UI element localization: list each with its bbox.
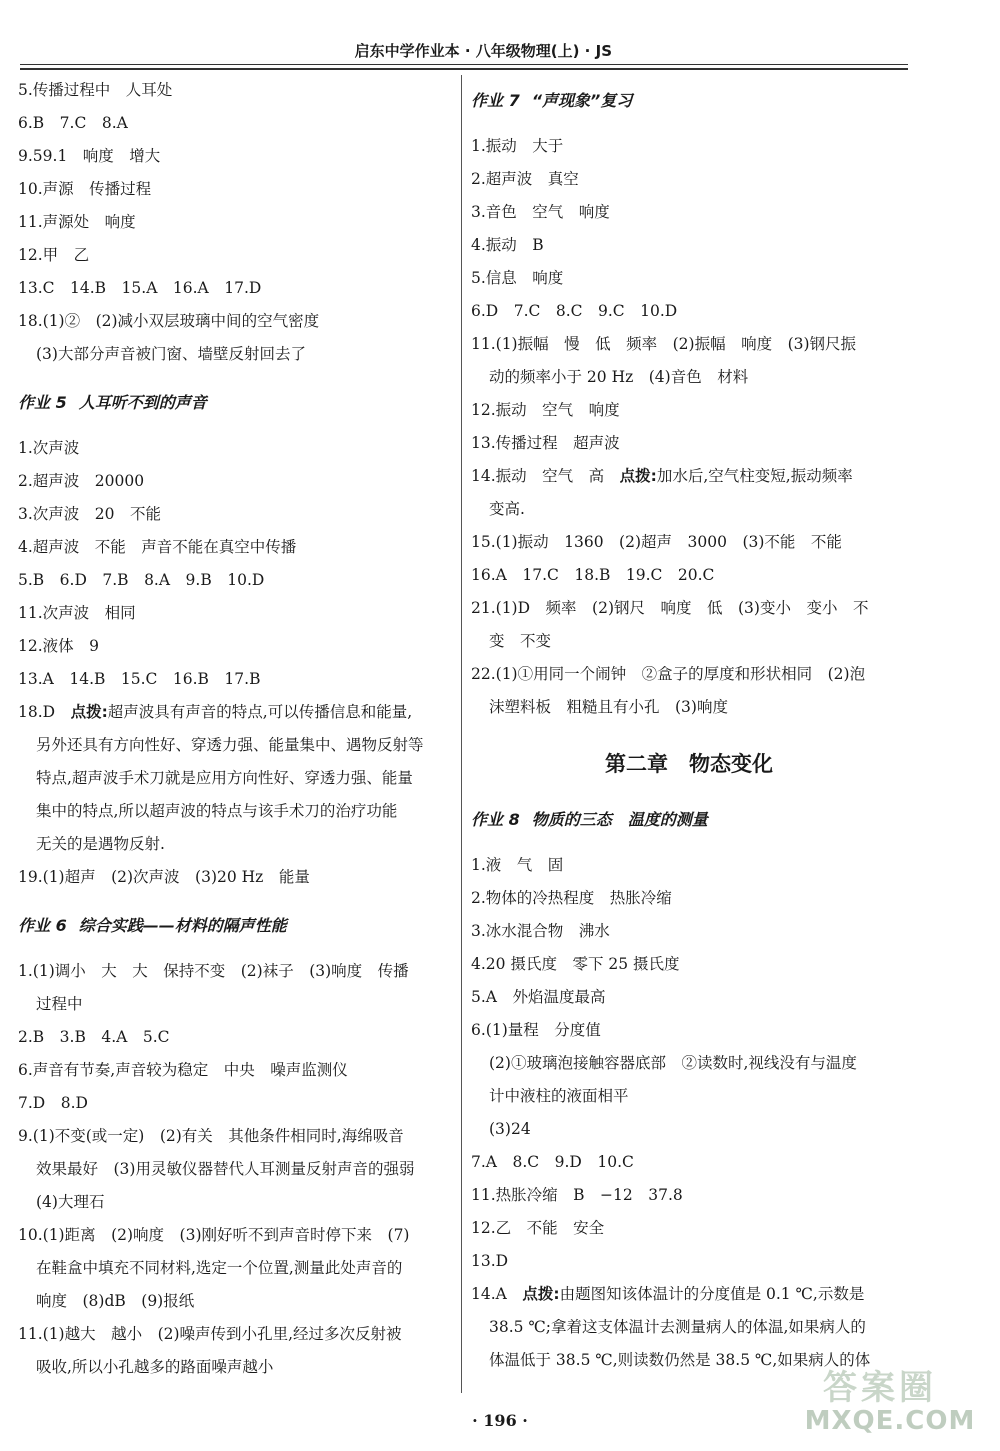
answer-line: 10.声源 传播过程 <box>18 180 152 198</box>
section-title: 人耳听不到的声音 <box>78 393 207 412</box>
answer-line: 响度 (8)dB (9)报纸 <box>36 1292 195 1310</box>
answer-line: 6.声音有节奏,声音较为稳定 中央 噪声监测仪 <box>18 1061 348 1079</box>
answer-line: 5.传播过程中 人耳处 <box>18 81 173 99</box>
answer-line: 3.音色 空气 响度 <box>471 203 610 221</box>
answer-line: 1.液 气 固 <box>471 856 564 874</box>
answer-line: 12.甲 乙 <box>18 246 90 264</box>
answer-line: 计中液柱的液面相平 <box>489 1087 629 1105</box>
answer-line: 11.声源处 响度 <box>18 213 136 231</box>
answer-line <box>18 696 454 729</box>
answer-line: 1.次声波 <box>18 439 80 457</box>
answer-line: 变高. <box>489 500 525 518</box>
header-rule <box>20 64 908 65</box>
answer-line: (4)大理石 <box>36 1193 105 1211</box>
left-column <box>18 74 454 1384</box>
answer-line: 19.(1)超声 (2)次声波 (3)20 Hz 能量 <box>18 868 310 886</box>
answer-line: 2.超声波 真空 <box>471 170 579 188</box>
section-title: “声现象”复习 <box>531 91 633 110</box>
answer-line: 11.热胀冷缩 B −12 37.8 <box>471 1186 683 1204</box>
answer-line: 13.传播过程 超声波 <box>471 434 620 452</box>
answer-text: 14.振动 空气 高 <box>471 467 620 485</box>
answer-line: 12.液体 9 <box>18 637 100 655</box>
answer-line: 5.信息 响度 <box>471 269 564 287</box>
watermark-text: 答案圈 <box>823 1368 937 1408</box>
answer-line: 16.A 17.C 18.B 19.C 20.C <box>471 566 715 584</box>
answer-line: 在鞋盒中填充不同材料,选定一个位置,测量此处声音的 <box>36 1259 403 1277</box>
page-header: 启东中学作业本 · 八年级物理(上) · JS <box>354 42 612 60</box>
answer-line: 6.B 7.C 8.A <box>18 114 128 132</box>
answer-line: 4.超声波 不能 声音不能在真空中传播 <box>18 538 297 556</box>
answer-line: 效果最好 (3)用灵敏仪器替代人耳测量反射声音的强弱 <box>36 1160 415 1178</box>
answer-line <box>471 1278 907 1311</box>
section-heading-8 <box>471 803 907 836</box>
right-column <box>471 74 907 1377</box>
section-number: 作业 5 <box>18 393 67 412</box>
answer-line: 2.超声波 20000 <box>18 472 145 490</box>
answer-line: 沫塑料板 粗糙且有小孔 (3)响度 <box>489 698 728 716</box>
answer-line: 9.59.1 响度 增大 <box>18 147 161 165</box>
answer-line: 3.次声波 20 不能 <box>18 505 162 523</box>
answer-line: 过程中 <box>36 995 83 1013</box>
answer-line: 13.A 14.B 15.C 16.B 17.B <box>18 670 261 688</box>
answer-line: (3)大部分声音被门窗、墙壁反射回去了 <box>36 345 306 363</box>
answer-line: 4.振动 B <box>471 236 544 254</box>
answer-line: 13.C 14.B 15.A 16.A 17.D <box>18 279 262 297</box>
answer-line: 11.(1)振幅 慢 低 频率 (2)振幅 响度 (3)钢尺振 <box>471 335 857 353</box>
answer-text: 18.D <box>18 703 71 721</box>
section-number: 作业 6 <box>18 916 67 935</box>
answer-line: 7.A 8.C 9.D 10.C <box>471 1153 634 1171</box>
chapter-title: 第二章 物态变化 <box>605 752 773 776</box>
answer-line: 3.冰水混合物 沸水 <box>471 922 610 940</box>
answer-line: 12.振动 空气 响度 <box>471 401 620 419</box>
answer-line: 21.(1)D 频率 (2)钢尺 响度 低 (3)变小 变小 不 <box>471 599 869 617</box>
answer-line: 11.次声波 相同 <box>18 604 136 622</box>
answer-line: 吸收,所以小孔越多的路面噪声越小 <box>36 1358 274 1376</box>
section-title: 物质的三态 温度的测量 <box>531 810 708 829</box>
answer-line: 变 不变 <box>489 632 552 650</box>
hint-label: 点拨: <box>522 1285 560 1303</box>
section-heading-5 <box>18 386 454 419</box>
answer-line: 另外还具有方向性好、穿透力强、能量集中、遇物反射等 <box>36 736 424 754</box>
answer-line: 体温低于 38.5 ℃,则读数仍然是 38.5 ℃,如果病人的体 <box>489 1351 871 1369</box>
watermark-logo <box>780 1360 990 1445</box>
answer-line: 动的频率小于 20 Hz (4)音色 材料 <box>489 368 749 386</box>
section-title: 综合实践——材料的隔声性能 <box>78 916 287 935</box>
answer-line: 无关的是遇物反射. <box>36 835 165 853</box>
answer-line: 10.(1)距离 (2)响度 (3)刚好听不到声音时停下来 (7) <box>18 1226 410 1244</box>
page-number: · 196 · <box>472 1411 528 1430</box>
watermark-url: MXQE.COM <box>804 1406 976 1436</box>
answer-text: 加水后,空气柱变短,振动频率 <box>656 467 853 485</box>
section-heading-6 <box>18 909 454 942</box>
answer-line: 18.(1)② (2)减小双层玻璃中间的空气密度 <box>18 312 320 330</box>
section-heading-7 <box>471 84 907 117</box>
answer-line: 特点,超声波手术刀就是应用方向性好、穿透力强、能量 <box>36 769 413 787</box>
answer-line: 1.振动 大于 <box>471 137 564 155</box>
answer-text: 14.A <box>471 1285 523 1303</box>
hint-label: 点拨: <box>70 703 108 721</box>
answer-line: (2)①玻璃泡接触容器底部 ②读数时,视线没有与温度 <box>489 1054 857 1072</box>
answer-line: 6.(1)量程 分度值 <box>471 1021 601 1039</box>
column-divider <box>461 75 462 1393</box>
answer-line: 13.D <box>471 1252 509 1270</box>
answer-text: 超声波具有声音的特点,可以传播信息和能量, <box>107 703 413 721</box>
answer-line: (3)24 <box>489 1120 531 1138</box>
answer-line: 15.(1)振动 1360 (2)超声 3000 (3)不能 不能 <box>471 533 842 551</box>
answer-line: 5.B 6.D 7.B 8.A 9.B 10.D <box>18 571 265 589</box>
section-number: 作业 8 <box>471 810 520 829</box>
answer-line: 7.D 8.D <box>18 1094 88 1112</box>
answer-line: 38.5 ℃;拿着这支体温计去测量病人的体温,如果病人的 <box>489 1318 866 1336</box>
answer-line: 2.B 3.B 4.A 5.C <box>18 1028 170 1046</box>
answer-line: 9.(1)不变(或一定) (2)有关 其他条件相同时,海绵吸音 <box>18 1127 404 1145</box>
answer-line <box>471 460 907 493</box>
section-number: 作业 7 <box>471 91 520 110</box>
answer-line: 22.(1)①用同一个闹钟 ②盒子的厚度和形状相同 (2)泡 <box>471 665 866 683</box>
answer-text: 由题图知该体温计的分度值是 0.1 ℃,示数是 <box>559 1285 865 1303</box>
answer-line: 4.20 摄氏度 零下 25 摄氏度 <box>471 955 680 973</box>
answer-line: 12.乙 不能 安全 <box>471 1219 605 1237</box>
answer-line: 1.(1)调小 大 大 保持不变 (2)袜子 (3)响度 传播 <box>18 962 409 980</box>
answer-line: 11.(1)越大 越小 (2)噪声传到小孔里,经过多次反射被 <box>18 1325 402 1343</box>
header-rule-thick <box>20 68 908 70</box>
answer-line: 集中的特点,所以超声波的特点与该手术刀的治疗功能 <box>36 802 398 820</box>
answer-line: 5.A 外焰温度最高 <box>471 988 606 1006</box>
answer-line: 2.物体的冷热程度 热胀冷缩 <box>471 889 672 907</box>
answer-line: 6.D 7.C 8.C 9.C 10.D <box>471 302 678 320</box>
hint-label: 点拨: <box>619 467 657 485</box>
